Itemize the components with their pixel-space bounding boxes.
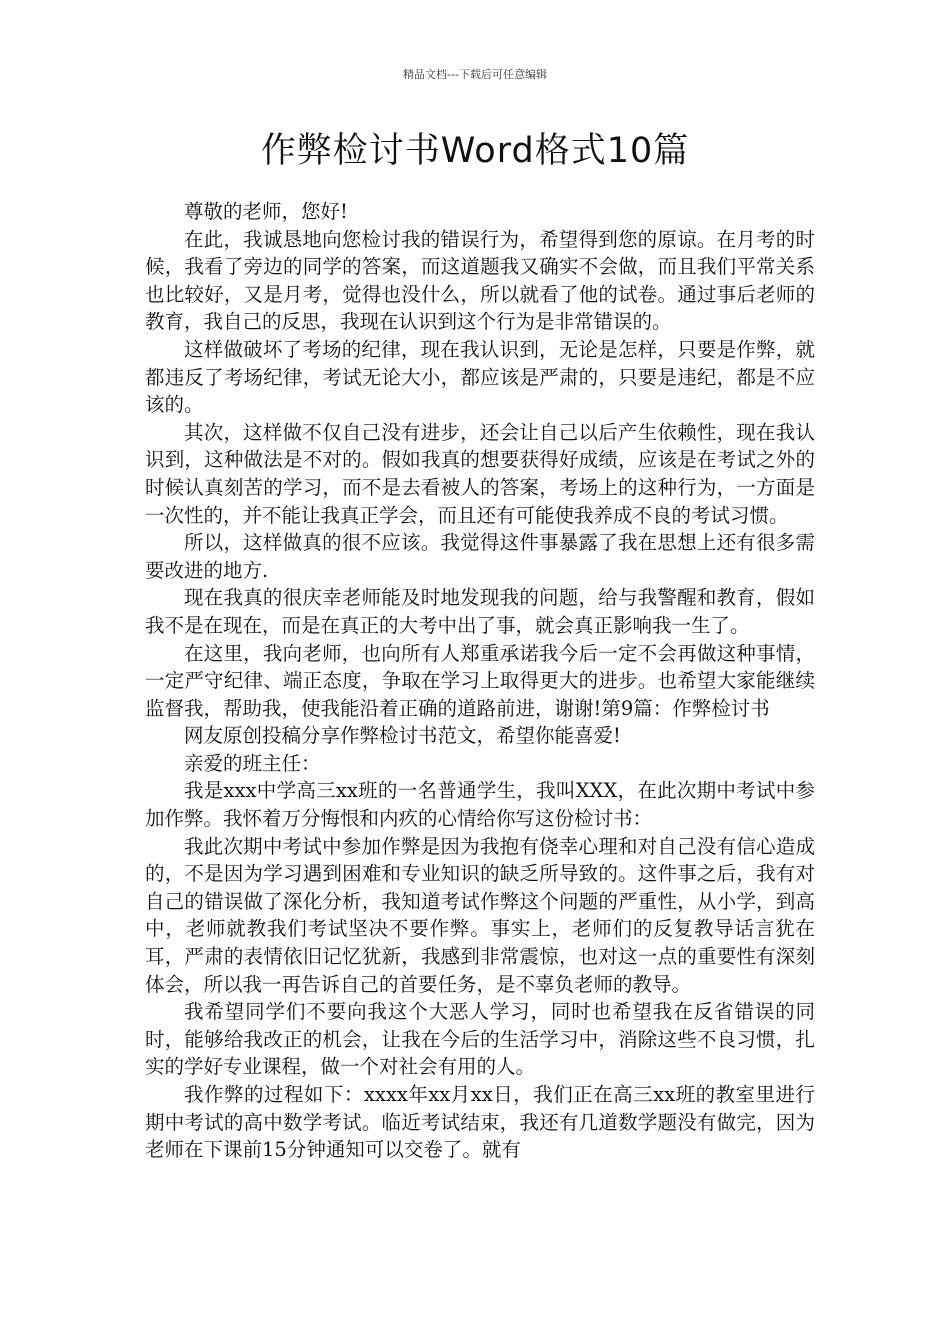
page-header-note: 精品文档---下载后可任意编辑 — [403, 68, 547, 81]
paragraph: 我作弊的过程如下：xxxx年xx月xx日，我们正在高三xx班的教室里进行期中考试的高中数学考试。临近考试结束，我还有几道数学题没有做完，因为老师在下课前15分钟通知可以交卷了。就有 — [145, 1083, 815, 1162]
paragraph: 现在我真的很庆幸老师能及时地发现我的问题，给与我警醒和教育，假如我不是在现在，而是在真正的大考中出了事，就会真正影响我一生了。 — [145, 586, 815, 637]
document-title: 作弊检讨书Word格式10篇 — [260, 131, 690, 171]
paragraph: 我是xxx中学高三xx班的一名普通学生，我叫XXX，在此次期中考试中参加作弊。我怀着万分悔恨和内疚的心情给你写这份检讨书： — [145, 779, 815, 831]
paragraph-salutation: 亲爱的班主任： — [184, 751, 321, 775]
paragraph-salutation: 尊敬的老师，您好! — [184, 200, 348, 223]
paragraph: 在这里，我向老师，也向所有人郑重承诺我今后一定不会再做这种事情，一定严守纪律、端正态度，争取在学习上取得更大的进步。也希望大家能继续监督我，帮助我，使我能沿着正确的道路前进，谢谢!第9篇：作弊检讨书 — [145, 641, 815, 720]
paragraph: 所以，这样做真的很不应该。我觉得这件事暴露了我在思想上还有很多需要改进的地方. — [145, 531, 815, 582]
paragraph: 网友原创投稿分享作弊检讨书范文，希望你能喜爱! — [184, 724, 621, 748]
document-body — [145, 198, 815, 1164]
paragraph: 我此次期中考试中参加作弊是因为我抱有侥幸心理和对自己没有信心造成的，不是因为学习遇到困难和专业知识的缺乏所导致的。这件事之后，我有对自己的错误做了深化分析，我知道考试作弊这个问题的严重性，从小学，到高中，老师就教我们考试坚决不要作弊。事实上，老师们的反复教导话言犹在耳，严肃的表情依旧记忆犹新，我感到非常震惊，也对这一点的重要性有深刻体会，所以我一再告诉自己的首要任务，是不辜负老师的教导。 — [145, 834, 815, 996]
paragraph: 我希望同学们不要向我这个大恶人学习，同时也希望我在反省错误的同时，能够给我改正的机会，让我在今后的生活学习中，消除这些不良习惯，扎实的学好专业课程，做一个对社会有用的人。 — [145, 1000, 815, 1079]
paragraph: 其次，这样做不仅自己没有进步，还会让自己以后产生依赖性，现在我认识到，这种做法是不对的。假如我真的想要获得好成绩，应该是在考试之外的时候认真刻苦的学习，而不是去看被人的答案，考场上的这种行为，一方面是一次性的，并不能让我真正学会，而且还有可能使我养成不良的考试习惯。 — [145, 420, 815, 527]
paragraph: 这样做破坏了考场的纪律，现在我认识到，无论是怎样，只要是作弊，就都违反了考场纪律，考试无论大小，都应该是严肃的，只要是违纪，都是不应该的。 — [145, 337, 815, 417]
paragraph: 在此，我诚恳地向您检讨我的错误行为，希望得到您的原谅。在月考的时候，我看了旁边的同学的答案，而这道题我又确实不会做，而且我们平常关系也比较好，又是月考，觉得也没什么，所以就看了他的试卷。通过事后老师的教育，我自己的反思，我现在认识到这个行为是非常错误的。 — [145, 227, 815, 334]
